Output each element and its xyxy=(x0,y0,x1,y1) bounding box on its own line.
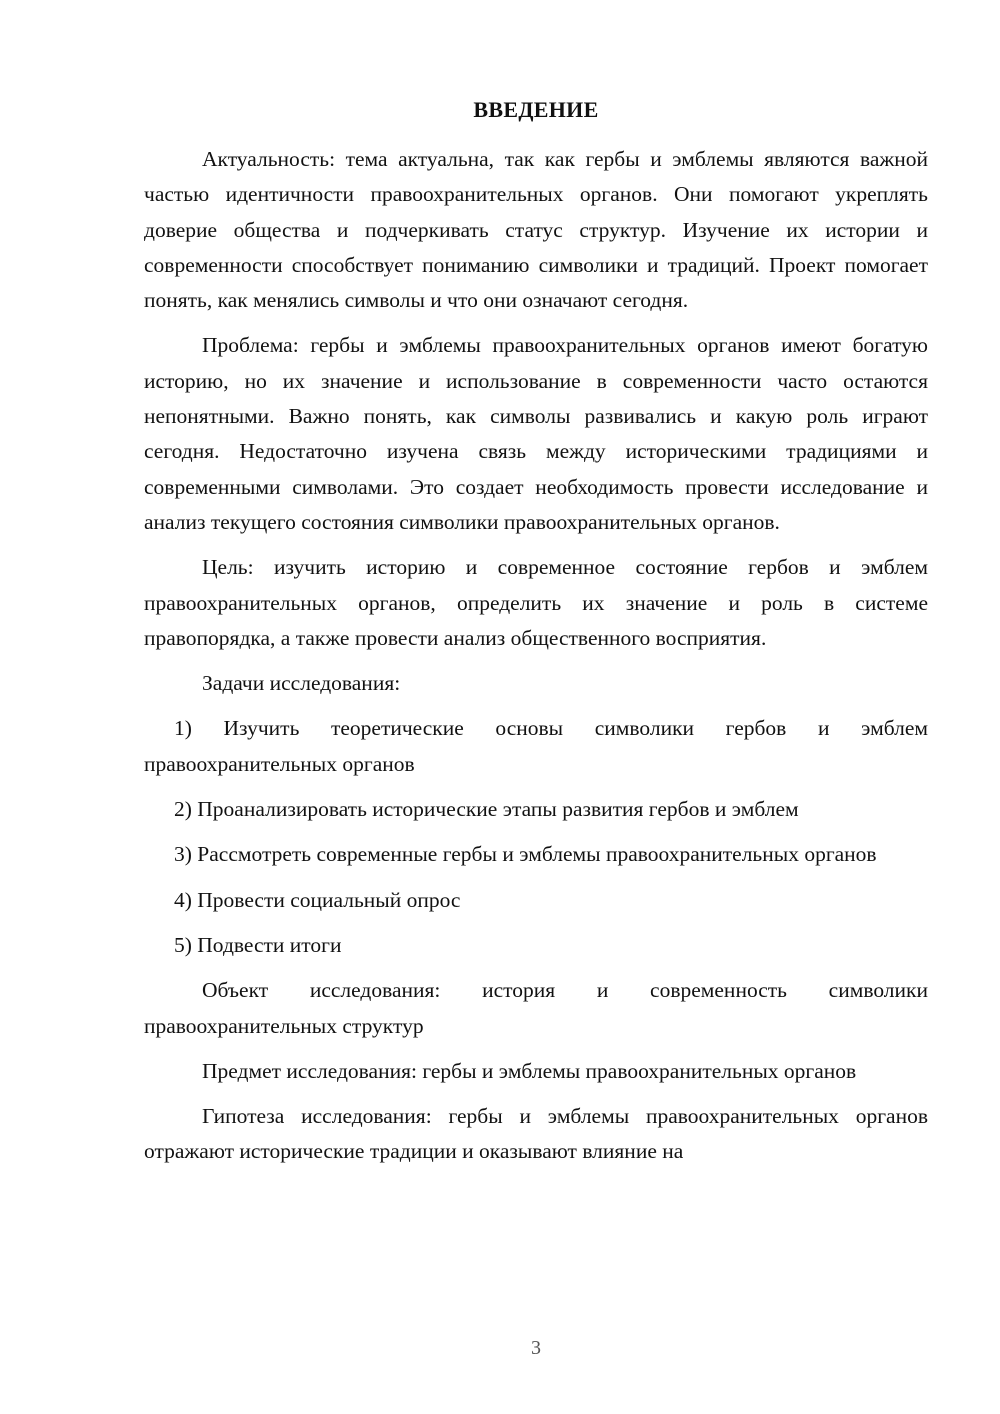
paragraph-hypothesis: Гипотеза исследования: гербы и эмблемы правоохранительных органов отражают исторические традиции и оказывают влияние на xyxy=(144,1104,928,1164)
paragraph-relevance: Актуальность: тема актуальна, так как гербы и эмблемы являются важной частью идентичности правоохранительных органов. Они помогают укреплять доверие общества и подчеркивать статус структур. Изучение их истории и современности способствует пониманию символики и традиций. Проект помогает понять, как менялись символы и что они означают сегодня. xyxy=(144,147,928,313)
task-item-3: 3) Рассмотреть современные гербы и эмблемы правоохранительных органов xyxy=(174,842,877,867)
task-item-1: 1) Изучить теоретические основы символики гербов и эмблем правоохранительных органов xyxy=(144,716,928,776)
page-number: 3 xyxy=(531,1337,541,1359)
task-item-4: 4) Провести социальный опрос xyxy=(174,887,461,912)
task-item-2: 2) Проанализировать исторические этапы развития гербов и эмблем xyxy=(174,797,799,822)
paragraph-problem: Проблема: гербы и эмблемы правоохранительных органов имеют богатую историю, но их значение и использование в современности часто остаются непонятными. Важно понять, как символы развивались и какую роль играют сегодня. Недостаточно изучена связь между историческими традициями и современными символами. Это создает необходимость провести исследование и анализ текущего состояния символики правоохранительных органов. xyxy=(144,333,928,534)
paragraph-goal: Цель: изучить историю и современное состояние гербов и эмблем правоохранительных органов, определить их значение и роль в системе правопорядка, а также провести анализ общественного восприятия. xyxy=(144,555,928,650)
paragraph-object: Объект исследования: история и современность символики правоохранительных структур xyxy=(144,978,928,1038)
document-body xyxy=(144,142,928,1180)
page-title: ВВЕДЕНИЕ xyxy=(473,97,599,122)
paragraph-subject: Предмет исследования: гербы и эмблемы правоохранительных органов xyxy=(202,1058,857,1083)
task-item-5: 5) Подвести итоги xyxy=(174,932,342,957)
paragraph-tasks-heading: Задачи исследования: xyxy=(202,671,401,696)
